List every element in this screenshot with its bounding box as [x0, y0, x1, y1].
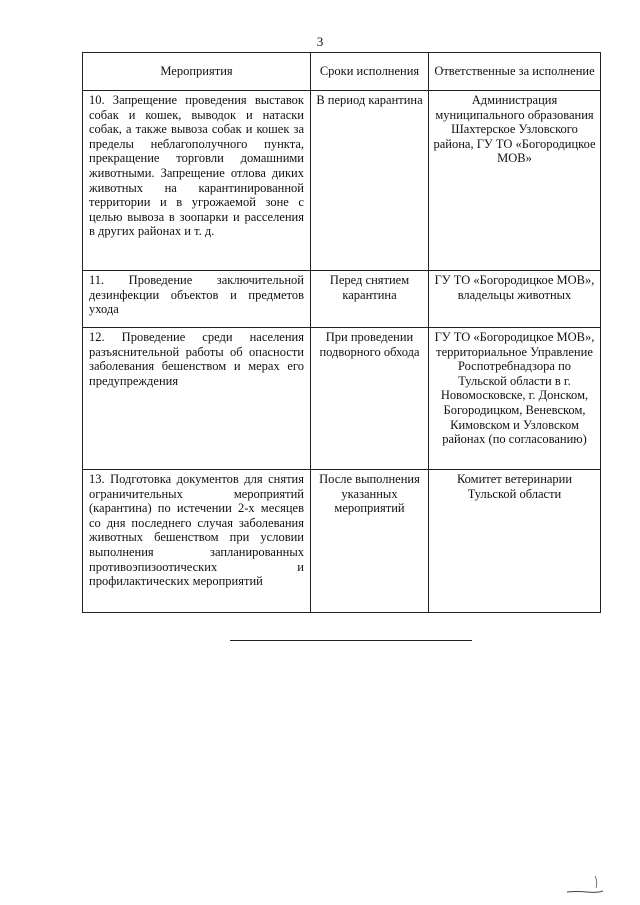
responsible-cell: ГУ ТО «Богородицкое МОВ», территориальное Управление Роспотребнадзора по Тульской области в г. Новомосковске, г. Донском, Богородицком, Веневском, Кимовском и Узловском районах (по согласованию) — [429, 328, 601, 470]
table-row — [83, 271, 601, 328]
term-cell: Перед снятием карантина — [311, 271, 429, 328]
term-cell: После выполнения указанных мероприятий — [311, 470, 429, 613]
activity-cell: 10. Запрещение проведения выставок собак и кошек, выводок и натаски собак, а также вывоза собак и кошек за пределы неблагополучного пункта, прекращение торговли домашними животными. Запрещение отлова диких животных на карантинированной территории и в угрожаемой зоне с целью вывоза в зоопарки и расселения в других районах и т. д. — [83, 91, 311, 271]
activity-cell: 11. Проведение заключительной дезинфекции объектов и предметов ухода — [83, 271, 311, 328]
page-number: 3 — [316, 34, 324, 49]
activity-cell: 12. Проведение среди населения разъяснительной работы об опасности заболевания бешенством и мерах его предупреждения — [83, 328, 311, 470]
header-responsible: Ответственные за исполнение — [429, 53, 601, 91]
header-terms: Сроки исполнения — [311, 53, 429, 91]
separator-line — [230, 640, 472, 641]
table-row — [83, 91, 601, 271]
term-cell: В период карантина — [311, 91, 429, 271]
table-row — [83, 470, 601, 613]
responsible-cell: ГУ ТО «Богородицкое МОВ», владельцы животных — [429, 271, 601, 328]
table-row — [83, 328, 601, 470]
measures-table — [82, 52, 601, 613]
activity-cell: 13. Подготовка документов для снятия ограничительных мероприятий (карантина) по истечении 2-х месяцев со дня последнего случая заболевания животных бешенством при условии выполнения запланированных противоэпизоотических и профилактических мероприятий — [83, 470, 311, 613]
term-cell: При проведении подворного обхода — [311, 328, 429, 470]
table-header-row — [83, 53, 601, 91]
responsible-cell: Администрация муниципального образования Шахтерское Узловского района, ГУ ТО «Богородицкое МОВ» — [429, 91, 601, 271]
header-activities: Мероприятия — [83, 53, 311, 91]
responsible-cell: Комитет ветеринарии Тульской области — [429, 470, 601, 613]
pen-mark-icon — [565, 872, 605, 896]
